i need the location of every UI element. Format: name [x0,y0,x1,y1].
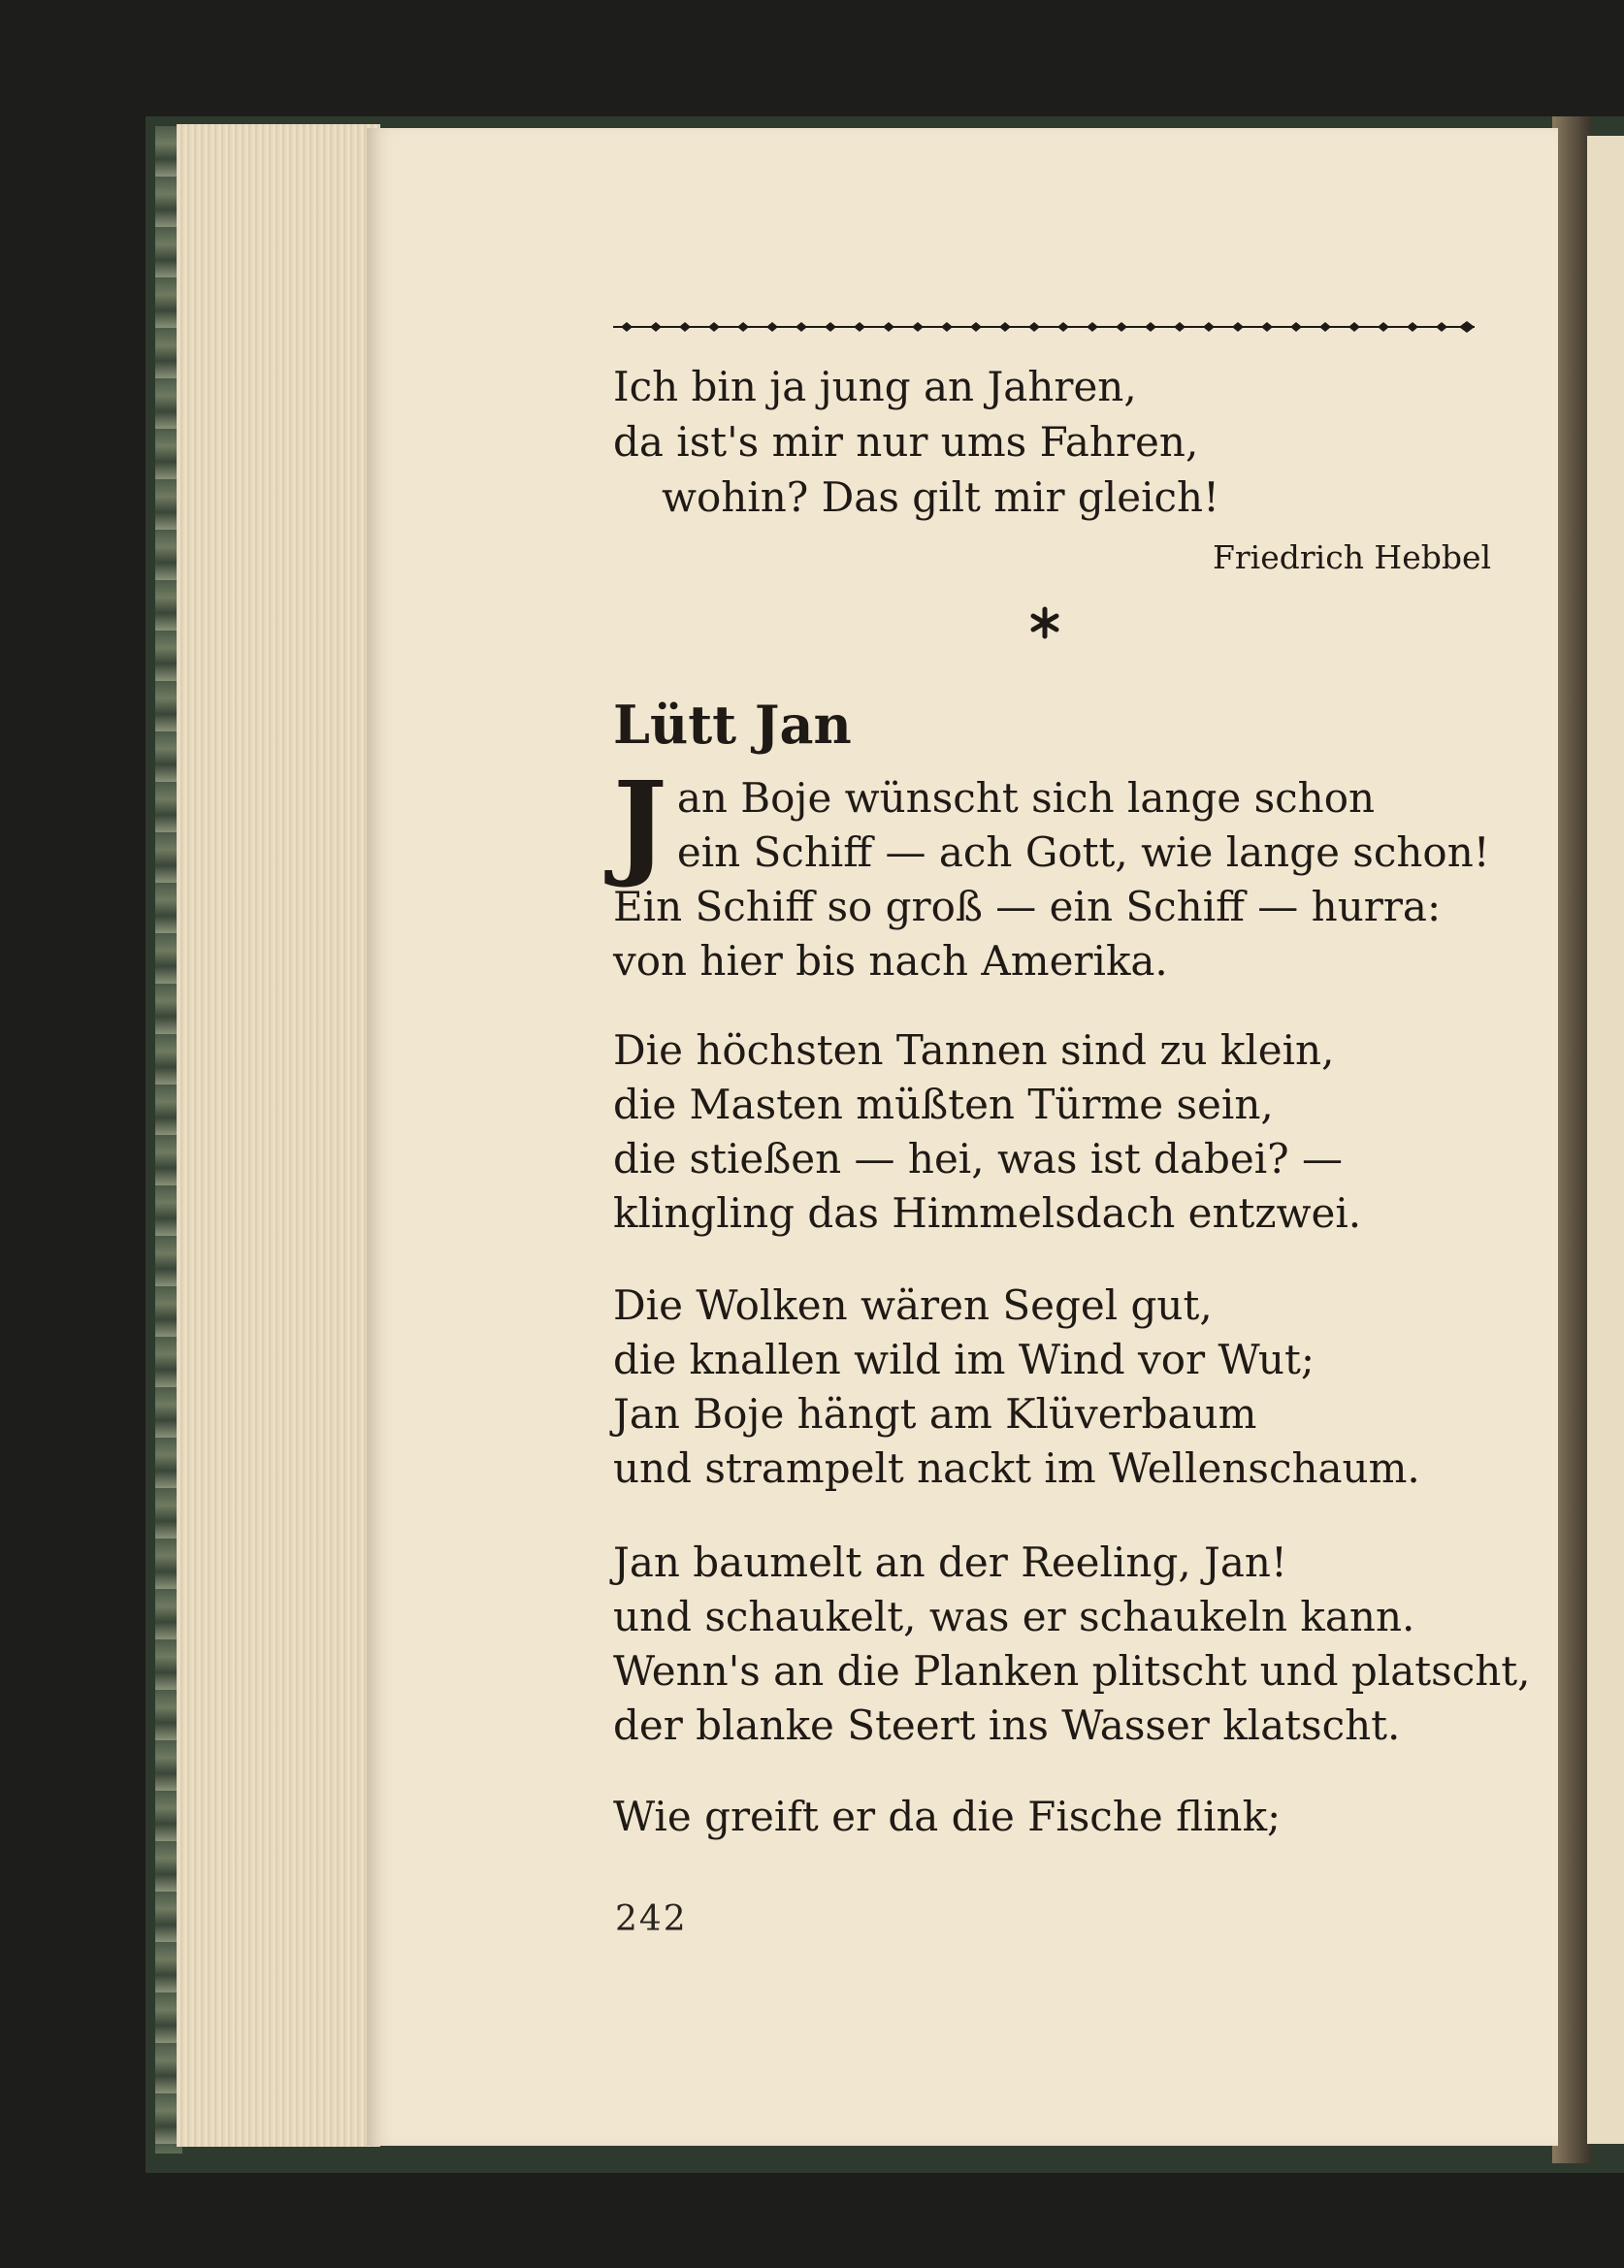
poem-line: Die Wolken wären Segel gut, [613,1281,1213,1329]
page-number: 242 [615,1899,688,1939]
poem-line: die knallen wild im Wind vor Wut; [613,1336,1315,1383]
page-stack-edge [177,124,380,2147]
poem-line: wohin? Das gilt mir gleich! [662,473,1219,521]
stanza-5 [613,1790,1486,1844]
poem-line: ein Schiff — ach Gott, wie lange schon! [676,828,1490,876]
poem-title: Lütt Jan [613,694,852,756]
poem-line: Jan Boje hängt am Klüverbaum [613,1390,1257,1438]
poem-line: klingling das Himmelsdach entzwei. [613,1189,1362,1237]
poem-line: der blanke Steert ins Wasser klatscht. [613,1701,1401,1749]
poem-line: und strampelt nackt im Wellenschaum. [613,1444,1420,1492]
stanza-2 [613,1023,1486,1241]
poem-line: die stießen — hei, was ist dabei? — [613,1135,1344,1183]
drop-cap: J [613,756,667,891]
stanza-3 [613,1279,1486,1496]
asterisk-icon [1028,606,1061,639]
ornamental-rule [613,320,1475,334]
poem-line: Jan baumelt an der Reeling, Jan! [613,1539,1287,1586]
author-name: Friedrich Hebbel [1213,538,1492,576]
previous-poem-ending [613,359,1486,525]
poem-line: Ich bin ja jung an Jahren, [613,363,1137,410]
book-gutter [1552,116,1591,2163]
poem-line: von hier bis nach Amerika. [613,937,1168,985]
stanza-4 [613,1536,1531,1753]
poem-line: Wenn's an die Planken plitscht und platscht, [613,1647,1531,1695]
poem-line: Wie greift er da die Fische flink; [613,1793,1282,1840]
poem-line: die Masten müßten Türme sein, [613,1081,1274,1128]
stanza-1 [613,756,1490,988]
facing-page-edge [1587,136,1624,2144]
poem-line: an Boje wünscht sich lange schon [676,774,1376,822]
poem-line: Ein Schiff so groß — ein Schiff — hurra: [613,883,1442,930]
poem-line: und schaukelt, was er schaukeln kann. [613,1593,1415,1640]
poem-line: Die höchsten Tannen sind zu klein, [613,1026,1335,1074]
poem-line: da ist's mir nur ums Fahren, [613,418,1199,466]
